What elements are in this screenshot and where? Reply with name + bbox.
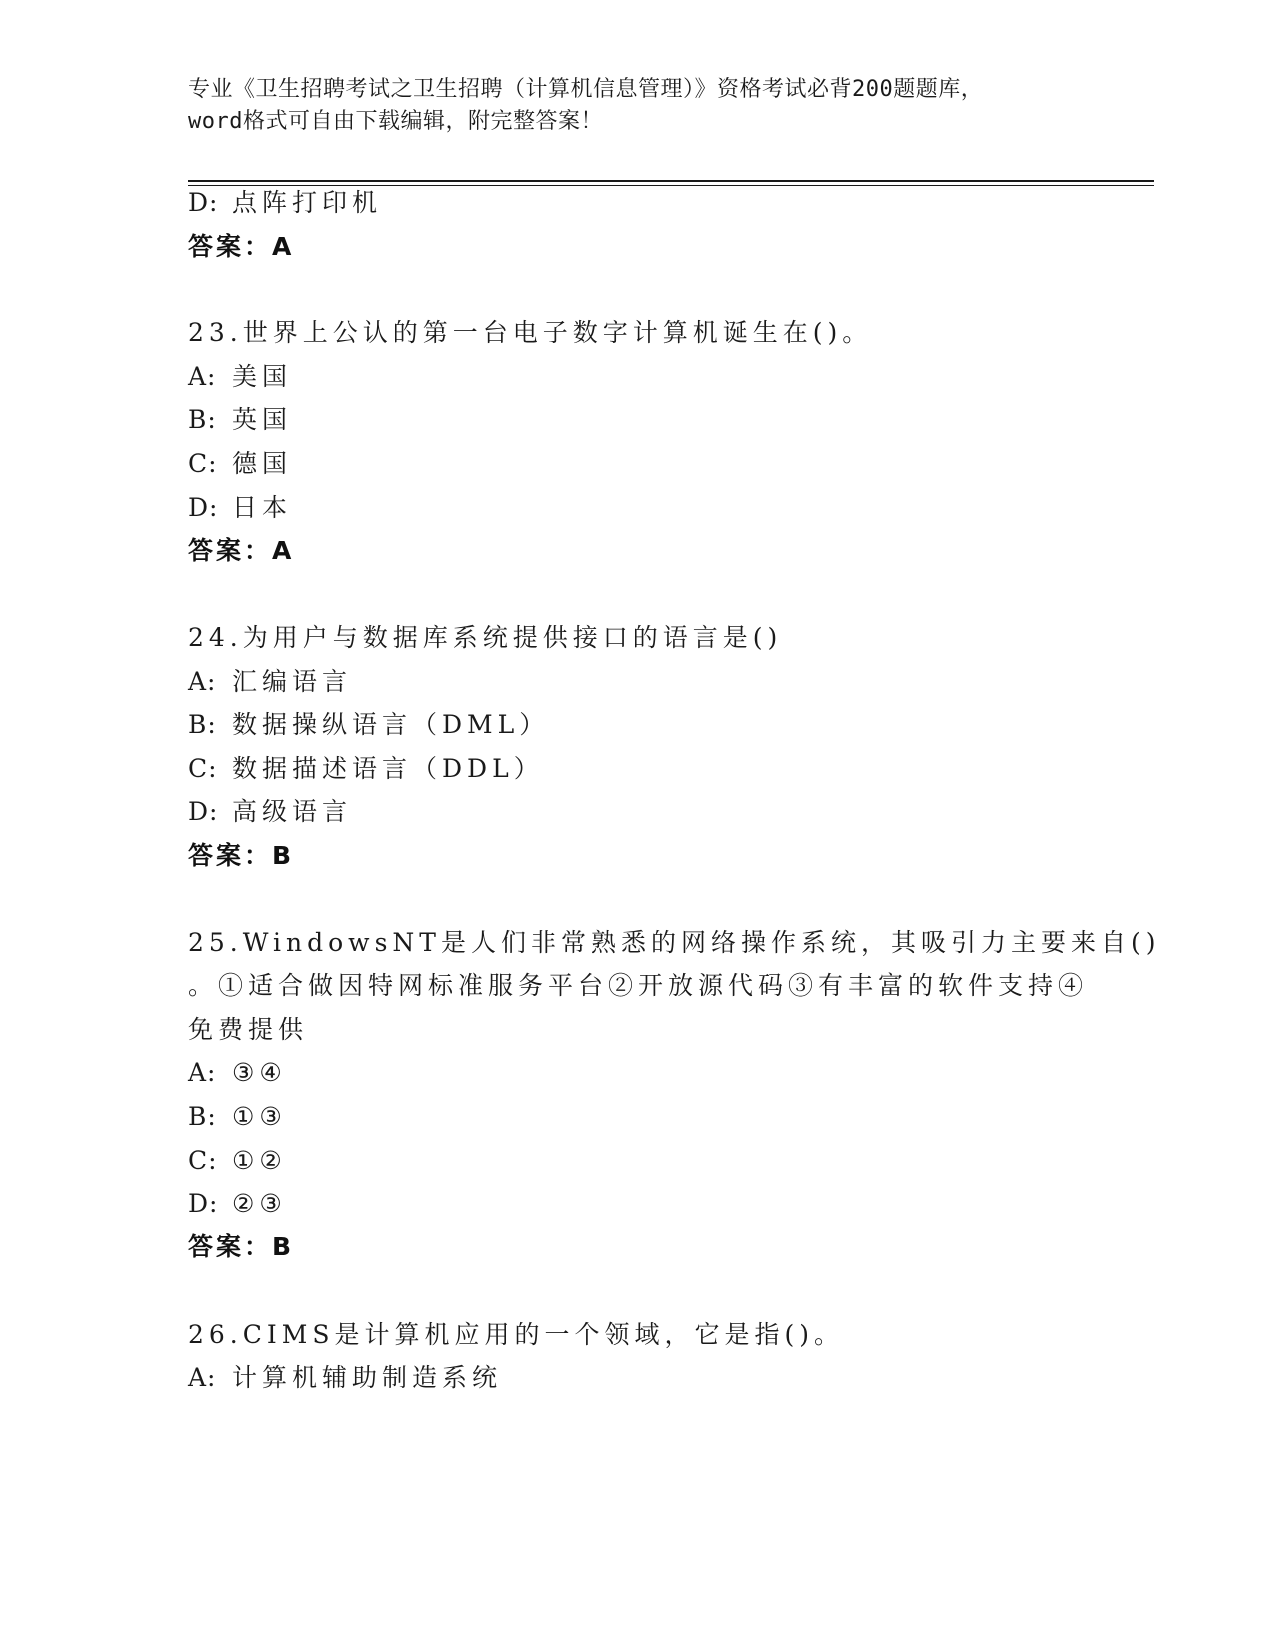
q23-question: 23.世界上公认的第一台电子数字计算机诞生在()。: [188, 318, 873, 347]
q25-question-line-3: 免费提供: [188, 1015, 309, 1044]
prev-answer: 答案：A: [188, 232, 295, 261]
option-label: C:: [188, 754, 218, 783]
q25-answer: 答案：B: [188, 1232, 295, 1261]
option-text: 点阵打印机: [232, 188, 383, 217]
option-label: A:: [188, 1363, 217, 1392]
q23-option-d: [188, 493, 292, 523]
option-label: D:: [188, 1189, 219, 1218]
q23-option-a: [188, 362, 292, 392]
option-text: 美国: [232, 362, 293, 391]
q26-option-a: [188, 1363, 502, 1393]
header-divider-thick: [188, 180, 1154, 182]
option-text: 英国: [232, 405, 293, 434]
option-text: 数据描述语言（DDL）: [232, 754, 544, 783]
header-line-1: 专业《卫生招聘考试之卫生招聘（计算机信息管理）》资格考试必背200题题库，: [188, 77, 984, 102]
q23-answer: 答案：A: [188, 536, 295, 565]
option-label: B:: [188, 1102, 217, 1131]
option-label: C:: [188, 449, 218, 478]
option-label: A:: [188, 1058, 217, 1087]
option-label: D:: [188, 493, 219, 522]
option-text: 高级语言: [232, 797, 353, 826]
option-label: D:: [188, 188, 219, 217]
option-text: 日本: [232, 493, 293, 522]
option-text: 数据操纵语言（DML）: [232, 710, 550, 739]
q26-question: 26.CIMS是计算机应用的一个领域，它是指()。: [188, 1320, 844, 1349]
option-label: B:: [188, 710, 217, 739]
q23-option-b: [188, 405, 292, 435]
q24-option-a: [188, 667, 352, 697]
option-label: D:: [188, 797, 219, 826]
q25-question-line-2: 。①适合做因特网标准服务平台②开放源代码③有丰富的软件支持④: [188, 971, 1089, 1000]
option-text: 计算机辅助制造系统: [232, 1363, 503, 1392]
option-text: ②③: [232, 1189, 287, 1218]
q25-option-c: [188, 1146, 287, 1176]
q25-option-d: [188, 1189, 287, 1219]
q23-option-c: [188, 449, 292, 479]
option-text: ①②: [232, 1146, 287, 1175]
option-text: 德国: [232, 449, 293, 478]
option-label: C:: [188, 1146, 218, 1175]
header-line-2: word格式可自由下载编辑，附完整答案！: [188, 109, 603, 134]
option-label: A:: [188, 362, 217, 391]
document-header: [188, 74, 1088, 138]
q25-question-line-1: 25.WindowsNT是人们非常熟悉的网络操作系统，其吸引力主要来自(): [188, 928, 1161, 957]
q24-question: 24.为用户与数据库系统提供接口的语言是(): [188, 623, 783, 652]
q24-option-d: [188, 797, 352, 827]
q24-option-b: [188, 710, 549, 740]
q25-option-a: [188, 1058, 287, 1088]
header-divider-thin: [188, 185, 1154, 186]
q24-answer: 答案：B: [188, 841, 295, 870]
option-text: 汇编语言: [232, 667, 353, 696]
option-label: B:: [188, 405, 217, 434]
option-text: ①③: [232, 1102, 287, 1131]
option-text: ③④: [232, 1058, 287, 1087]
option-label: A:: [188, 667, 217, 696]
q25-option-b: [188, 1102, 287, 1132]
q24-option-c: [188, 754, 544, 784]
prev-option-d: [188, 188, 382, 218]
